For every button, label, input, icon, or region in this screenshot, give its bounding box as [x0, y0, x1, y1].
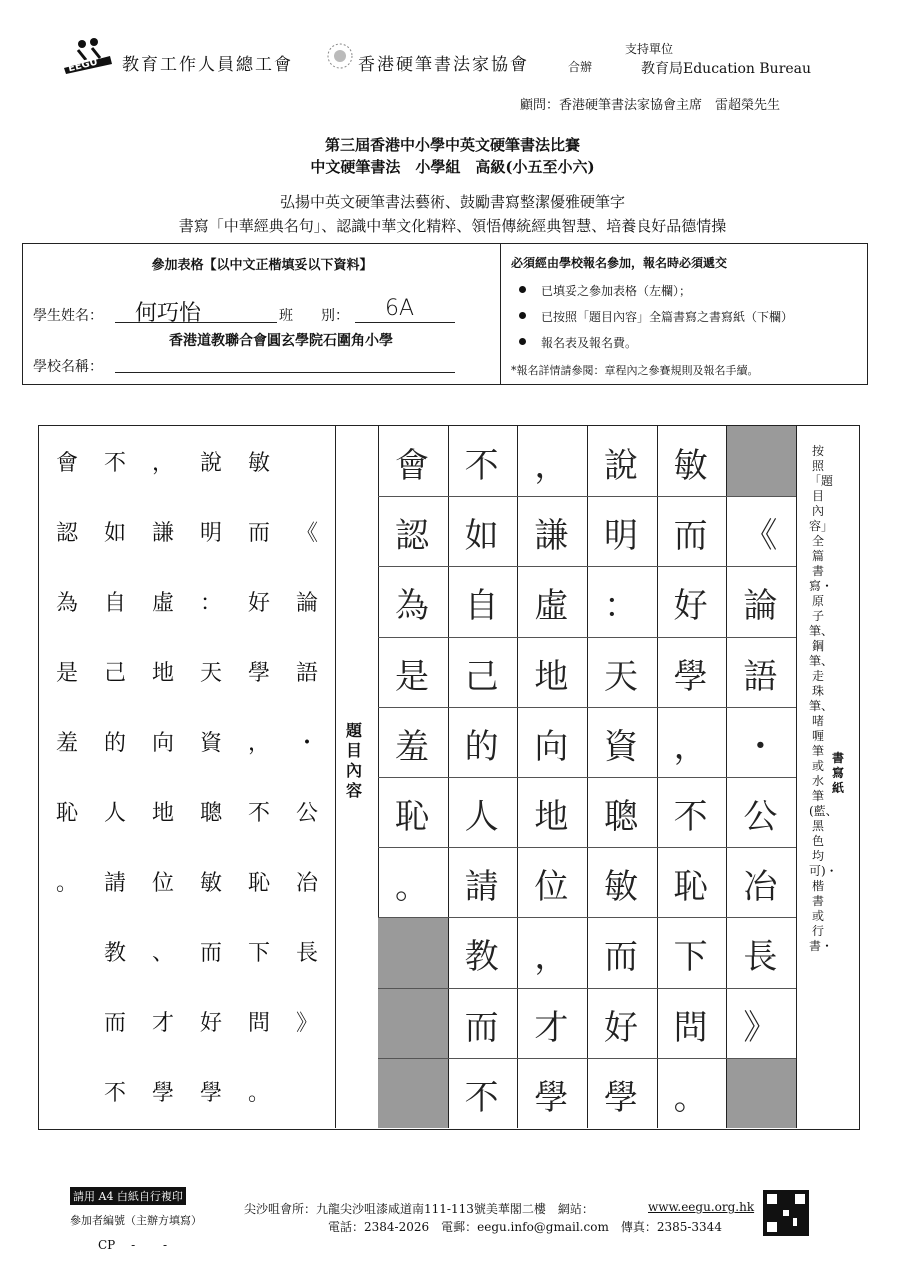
handwritten-char: 是	[395, 656, 429, 697]
org-eegu: 教育工作人員總工會	[122, 55, 293, 75]
grid-line	[378, 847, 796, 848]
grid-line	[378, 566, 796, 567]
handwritten-char: 教	[464, 937, 499, 978]
handwritten-char: 問	[673, 1007, 708, 1048]
handwritten-char: 羞	[395, 726, 429, 767]
reference-char: 學	[247, 661, 270, 686]
a4-note: 請用 A4 白紙自行複印	[70, 1187, 186, 1205]
handwritten-char: 冶	[743, 867, 778, 908]
handwritten-char: 。	[673, 1077, 708, 1118]
handwritten-char: 。	[395, 867, 429, 908]
reference-char: 己	[103, 661, 126, 686]
handwritten-char: 天	[604, 656, 638, 697]
reference-char: 人	[103, 801, 126, 826]
reference-char: 而	[247, 521, 270, 546]
grid-line	[378, 777, 796, 778]
reference-char: 是	[55, 661, 78, 686]
shaded-cell	[378, 1058, 448, 1128]
requirement-1: 已填妥之參加表格（左欄）；	[541, 284, 692, 298]
handwritten-char: 恥	[673, 867, 708, 908]
reference-char: 教	[103, 941, 126, 966]
reference-char: 學	[151, 1081, 174, 1106]
requirement-2: 已按照「題目內容」全篇書寫之書寫紙（下欄）	[541, 310, 794, 324]
handwritten-char: 敏	[604, 867, 638, 908]
reference-char: 羞	[55, 731, 78, 756]
handwritten-char: 下	[673, 937, 708, 978]
name-label: 學生姓名：	[33, 308, 103, 324]
reference-char: 位	[151, 871, 174, 896]
reference-char: 明	[199, 521, 222, 546]
reference-char: ：	[199, 591, 222, 616]
reference-char: 向	[151, 731, 174, 756]
handwritten-char: 謙	[534, 516, 569, 557]
reference-char: 學	[199, 1081, 222, 1106]
name-value: 何巧怡	[135, 301, 202, 326]
handwritten-char: ：	[604, 586, 638, 627]
reference-char: 語	[295, 661, 318, 686]
support-org: 教育局Education Bureau	[641, 61, 812, 77]
requirement-3: 報名表及報名費。	[541, 336, 638, 350]
handwritten-char: 語	[743, 656, 778, 697]
reference-char: 資	[199, 731, 222, 756]
handwritten-char: 《	[743, 516, 778, 557]
footer-website[interactable]: www.eegu.org.hk	[648, 1200, 755, 1214]
reference-char: 問	[247, 1011, 270, 1036]
handwritten-char: ，	[534, 446, 569, 486]
school-value: 香港道教聯合會圓玄學院石圍角小學	[169, 333, 393, 349]
footer-address: 尖沙咀會所：九龍尖沙咀漆咸道南111-113號美華閣二樓 網站：	[244, 1202, 594, 1216]
bullet-icon	[519, 312, 526, 319]
reference-char: 長	[295, 941, 318, 966]
grid-line	[378, 637, 796, 638]
handwritten-char: 學	[534, 1077, 569, 1118]
reference-char: 說	[199, 451, 222, 476]
handwritten-char: 》	[743, 1007, 778, 1048]
reference-char: 好	[247, 591, 270, 616]
handwritten-char: 學	[604, 1077, 638, 1118]
divider	[796, 426, 797, 1128]
shaded-cell	[726, 426, 796, 496]
reference-char: ・	[295, 731, 318, 756]
reference-char: 天	[199, 661, 222, 686]
footer-phone: 電話：2384-2026 電郵：eegu.info@gmail.com 傳真：2385-3344	[328, 1220, 722, 1234]
bullet-icon	[519, 338, 526, 345]
participant-cp: CP - -	[98, 1238, 167, 1252]
reference-char: 謙	[151, 521, 174, 546]
logo-text: EEGU	[67, 56, 99, 75]
handwritten-char: 而	[673, 516, 708, 557]
handwritten-char: ，	[534, 937, 569, 978]
org-hkpca: 香港硬筆書法家協會	[358, 55, 529, 75]
reference-char: 公	[295, 801, 318, 826]
grid-line	[378, 917, 796, 918]
eegu-logo	[62, 36, 114, 76]
handwritten-char: 向	[534, 726, 569, 767]
form-right-panel	[501, 244, 867, 384]
handwritten-char: 不	[464, 446, 499, 486]
handwritten-char: 論	[743, 586, 778, 627]
writing-grid[interactable]	[378, 426, 796, 1128]
bullet-icon	[519, 286, 526, 293]
shaded-cell	[378, 988, 448, 1058]
handwritten-char: 位	[534, 867, 569, 908]
reference-char: 不	[103, 1081, 126, 1106]
handwritten-char: 虛	[534, 586, 569, 627]
reference-char: 而	[103, 1011, 126, 1036]
reference-char: 才	[151, 1011, 174, 1036]
writing-section	[38, 425, 860, 1130]
requirements-heading: 必須經由學校報名參加，報名時必須遞交	[511, 256, 728, 270]
requirements-note: *報名詳情請參閱：章程內之參賽規則及報名手續。	[511, 364, 759, 377]
title-line1: 第三屆香港中小學中英文硬筆書法比賽	[324, 136, 580, 154]
reference-char: 虛	[151, 591, 174, 616]
reference-char: 好	[199, 1011, 222, 1036]
advisor: 顧問：香港硬筆書法家協會主席 雷超榮先生	[520, 98, 781, 113]
handwritten-char: 長	[743, 937, 778, 978]
handwritten-char: 自	[464, 586, 499, 627]
reference-char: ，	[247, 731, 270, 756]
handwritten-char: 如	[464, 516, 499, 557]
reference-char: 地	[151, 661, 174, 686]
reference-char: 恥	[55, 801, 78, 826]
handwritten-char: 不	[673, 797, 708, 837]
handwritten-char: 明	[604, 516, 638, 557]
handwritten-char: 敏	[673, 446, 708, 486]
slogan1: 弘揚中英文硬筆書法藝術、鼓勵書寫整潔優雅硬筆字	[279, 193, 625, 211]
entry-form	[22, 243, 868, 385]
school-label: 學校名稱：	[33, 359, 103, 375]
grid-line	[378, 707, 796, 708]
reference-char: 恥	[247, 871, 270, 896]
reference-char: 為	[55, 591, 78, 616]
handwritten-char: 的	[464, 726, 499, 767]
shaded-cell	[726, 1058, 796, 1128]
handwritten-char: 才	[534, 1007, 569, 1048]
reference-text	[39, 426, 335, 1128]
handwritten-char: 恥	[395, 797, 429, 837]
reference-char: 如	[103, 521, 126, 546]
handwritten-char: 認	[395, 516, 429, 557]
qr-code-icon[interactable]	[763, 1190, 809, 1236]
reference-char: 的	[103, 731, 126, 756]
form-heading: 參加表格【以中文正楷填妥以下資料】	[151, 258, 373, 273]
grid-line	[378, 496, 796, 497]
reference-char: 不	[247, 801, 270, 826]
reference-char: 下	[247, 941, 270, 966]
handwritten-char: 說	[604, 446, 638, 486]
reference-char: 《	[295, 521, 318, 546]
slogan2: 書寫「中華經典名句」、認識中華文化精粹、領悟傳統經典智慧、培養良好品德情操	[178, 217, 727, 235]
participant-no-label: 參加者編號（主辦方填寫）	[70, 1214, 202, 1227]
handwritten-char: 地	[534, 656, 569, 697]
reference-char: 。	[55, 871, 78, 896]
shaded-cell	[378, 917, 448, 987]
handwritten-char: 不	[464, 1077, 499, 1118]
reference-char: 、	[151, 941, 174, 966]
class-label: 班 別：	[279, 308, 349, 324]
writing-instruction: 按照「題目內容」全篇書寫・原子筆、鋼筆、走珠筆、啫喱筆或水筆(藍、黑色均可)・楷書或行書・	[809, 444, 838, 953]
form-left-panel	[23, 244, 501, 384]
handwritten-char: 聰	[604, 797, 638, 837]
handwritten-char: 請	[464, 867, 499, 908]
reference-char: 敏	[199, 871, 222, 896]
reference-char: 論	[295, 591, 318, 616]
reference-char: 敏	[247, 451, 270, 476]
reference-char: 會	[55, 451, 78, 476]
handwritten-char: 公	[743, 797, 778, 837]
school-field[interactable]	[115, 356, 455, 373]
reference-char: 自	[103, 591, 126, 616]
writing-label: 書寫紙	[831, 751, 844, 795]
reference-char: 》	[295, 1011, 318, 1036]
handwritten-char: 而	[604, 937, 638, 978]
reference-char: 不	[103, 451, 126, 476]
reference-char: 。	[247, 1081, 270, 1106]
handwritten-char: 好	[604, 1007, 638, 1048]
handwritten-char: 人	[464, 797, 499, 837]
reference-char: 而	[199, 941, 222, 966]
handwritten-char: 地	[534, 797, 569, 837]
handwritten-char: ・	[743, 726, 778, 767]
reference-char: 請	[103, 871, 126, 896]
handwritten-char: 而	[464, 1007, 499, 1048]
reference-char: 地	[151, 801, 174, 826]
reference-char: 認	[55, 521, 78, 546]
grid-line	[378, 1058, 796, 1059]
reference-char: ，	[151, 451, 174, 476]
divider	[335, 426, 336, 1128]
handwritten-char: 為	[395, 586, 429, 627]
handwritten-char: 好	[673, 586, 708, 627]
support-label: 支持單位	[625, 42, 674, 56]
handwritten-char: 會	[395, 446, 429, 486]
handwritten-char: ，	[673, 726, 708, 767]
co-organize: 合辦	[568, 60, 593, 74]
reference-label: 題目內容	[345, 721, 362, 800]
handwritten-char: 資	[604, 726, 638, 767]
class-value: 6A	[385, 296, 415, 321]
grid-line	[378, 988, 796, 989]
title-line2: 中文硬筆書法 小學組 高級(小五至小六)	[310, 158, 595, 176]
handwritten-char: 己	[464, 656, 499, 697]
hkpca-logo-icon	[326, 42, 354, 70]
reference-char: 冶	[295, 871, 318, 896]
reference-char: 聰	[199, 801, 222, 826]
handwritten-char: 學	[673, 656, 708, 697]
